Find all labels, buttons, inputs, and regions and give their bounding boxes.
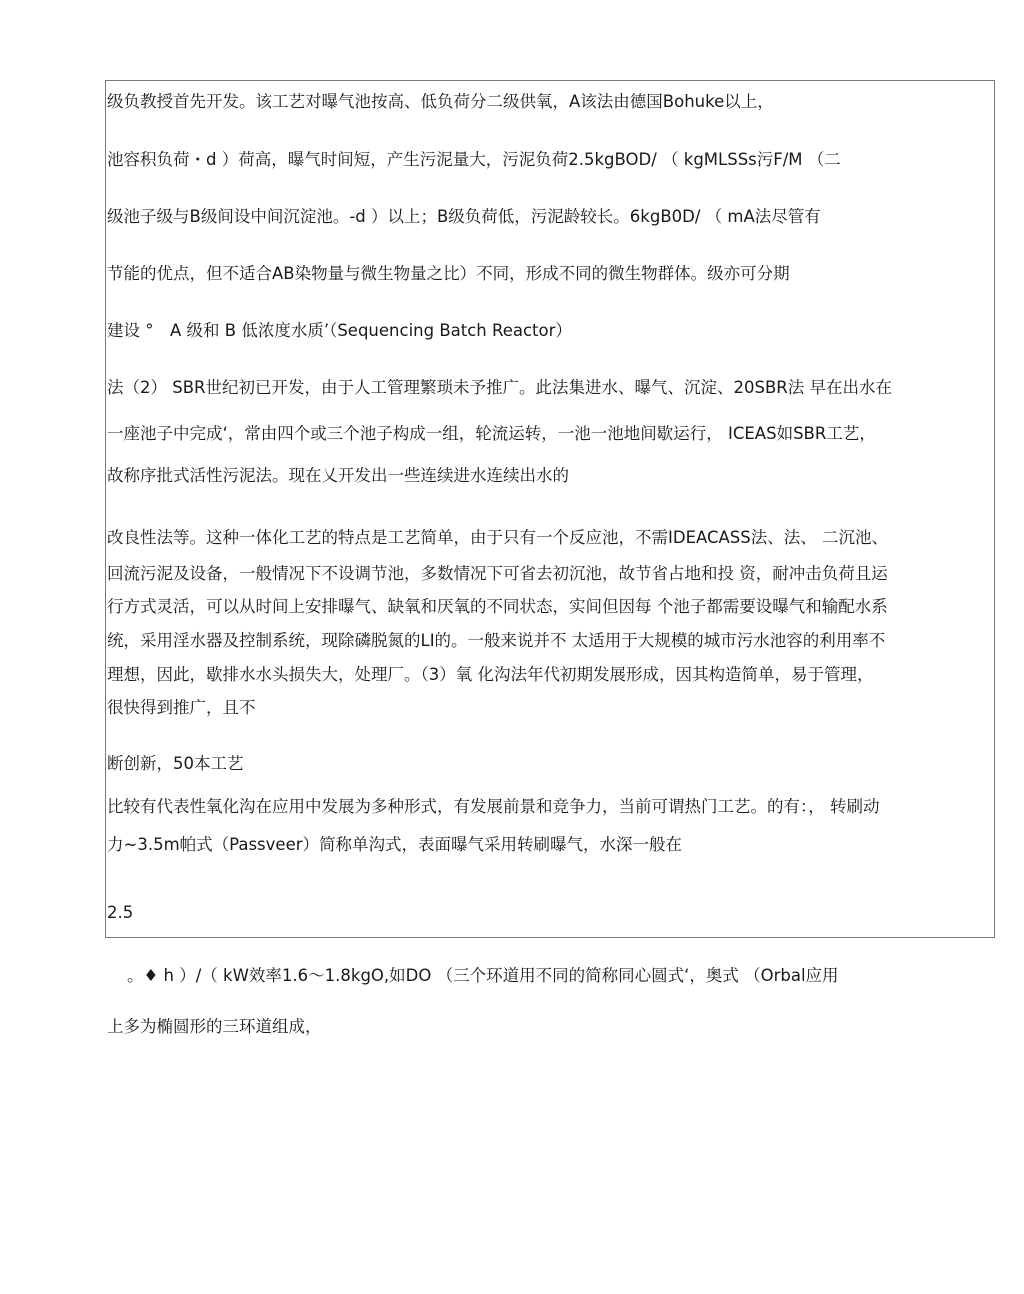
box-line: 断创新，50本工艺 xyxy=(107,754,244,773)
box-line: 建设 ° A 级和 B 低浓度水质’（Sequencing Batch Reactor） xyxy=(107,321,572,340)
box-line: 节能的优点，但不适合AB染物量与微生物量之比）不同，形成不同的微生物群体。级亦可分期 xyxy=(107,264,790,283)
box-line: 很快得到推广，且不 xyxy=(107,698,256,717)
box-line: 级池子级与B级间设中间沉淀池。-d ）以上；B级负荷低，污泥龄较长。6kgB0D/ （ mA法尽管有 xyxy=(107,207,821,226)
box-line: 比较有代表性氧化沟在应用中发展为多种形式，有发展前景和竞争力，当前可谓热门工艺。的有：， 转刷动 xyxy=(107,797,880,816)
box-line: 统，采用淫水器及控制系统，现除磷脱氮的LI的。一般来说并不 太适用于大规模的城市污水池容的利用率不 xyxy=(107,631,886,650)
box-line: 理想，因此，歇排水水头损失大，处理厂。（3）氧 化沟法年代初期发展形成，因其构造简单，易于管理， xyxy=(107,665,874,684)
box-line: 回流污泥及设备，一般情况下不设调节池，多数情况下可省去初沉池，故节省占地和投 资，耐冲击负荷且运 xyxy=(107,564,888,583)
box-line: 池容积负荷・d ）荷高，曝气时间短，产生污泥量大，污泥负荷2.5kgBOD/ （ kgMLSSs污F/M （二 xyxy=(107,150,841,169)
box-line: 法（2） SBR世纪初已开发，由于人工管理繁琐未予推广。此法集进水、曝气、沉淀、20SBR法 早在出水在 xyxy=(107,378,892,397)
box-line: 2.5 xyxy=(107,903,134,922)
box-line: 故称序批式活性污泥法。现在乂开发出一些连续进水连续出水的 xyxy=(107,466,569,485)
body-line: 。♦ h ）/（ kW效率1.6〜1.8kgO,如DO （三个环道用不同的简称同心圆式‘，奥式 （Orbal应用 xyxy=(127,966,839,985)
box-line: 一座池子中完成‘，常由四个或三个池子构成一组，轮流运转，一池一池地间歇运行， ICEAS如SBR工艺， xyxy=(107,424,876,443)
box-line: 改良性法等。这种一体化工艺的特点是工艺简单，由于只有一个反应池，不需IDEACASS法、法、 二沉池、 xyxy=(107,528,888,547)
body-line: 上多为椭圆形的三环道组成， xyxy=(107,1017,322,1036)
box-line: 级负教授首先开发。该工艺对曝气池按高、低负荷分二级供氧，A该法由德国Bohuke以上， xyxy=(107,92,774,111)
box-line: 力~3.5m帕式（Passveer）简称单沟式，表面曝气采用转刷曝气，水深一般在 xyxy=(107,835,683,854)
box-line: 行方式灵活，可以从时间上安排曝气、缺氧和厌氧的不同状态，实间但因每 个池子都需要设曝气和输配水系 xyxy=(107,597,888,616)
